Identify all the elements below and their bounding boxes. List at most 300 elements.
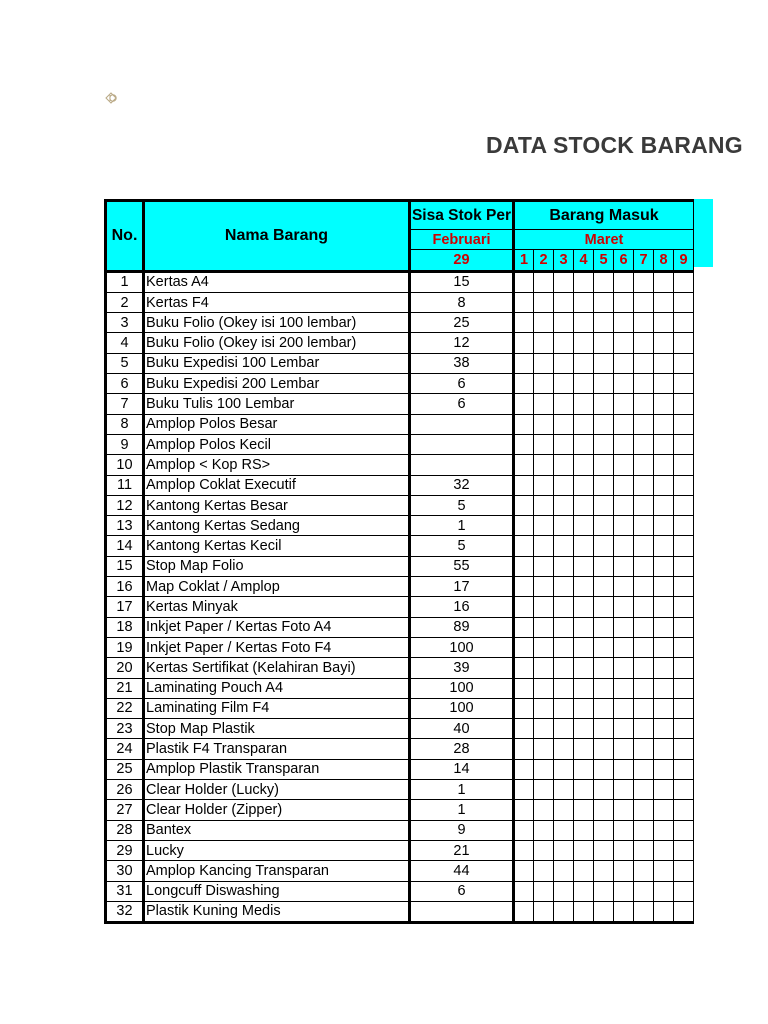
table-row [106,800,694,820]
day-cell [574,353,594,373]
day-cell [654,861,674,881]
table-row [106,780,694,800]
day-cell [614,617,634,637]
day-cell [514,698,534,718]
header-masuk-month: Maret [514,230,694,250]
table-row [106,536,694,556]
day-cell [514,394,534,414]
day-cell [614,820,634,840]
stock-quantity [410,414,514,434]
day-cell [614,678,634,698]
header-sisa-month: Februari [410,230,514,250]
day-cell [514,292,534,312]
day-cell [574,901,594,922]
item-name: Kertas Sertifikat (Kelahiran Bayi) [144,658,410,678]
row-number: 12 [106,495,144,515]
row-number: 9 [106,434,144,454]
day-cell [594,597,614,617]
day-cell [634,394,654,414]
day-cell [594,394,614,414]
day-cell [654,678,674,698]
day-cell [574,292,594,312]
day-cell [574,434,594,454]
stock-quantity: 100 [410,678,514,698]
day-cell [534,739,554,759]
day-cell [574,678,594,698]
day-cell [594,780,614,800]
day-cell [674,800,694,820]
item-name: Amplop Plastik Transparan [144,759,410,779]
item-name: Inkjet Paper / Kertas Foto F4 [144,637,410,657]
day-cell [554,800,574,820]
row-number: 17 [106,597,144,617]
day-cell [574,800,594,820]
row-number: 4 [106,333,144,353]
day-cell [534,313,554,333]
day-cell [654,434,674,454]
row-number: 28 [106,820,144,840]
day-cell [594,881,614,901]
stock-quantity: 1 [410,800,514,820]
day-cell [634,475,654,495]
row-number: 25 [106,759,144,779]
day-cell [574,556,594,576]
row-number: 5 [106,353,144,373]
table-row [106,434,694,454]
day-cell [634,292,654,312]
table-row [106,637,694,657]
day-cell [534,475,554,495]
day-cell [674,313,694,333]
day-cell [554,455,574,475]
day-cell [634,353,654,373]
day-cell [514,516,534,536]
item-name: Buku Tulis 100 Lembar [144,394,410,414]
day-cell [514,374,534,394]
header-nama-barang: Nama Barang [144,201,410,272]
day-cell [594,374,614,394]
day-cell [574,637,594,657]
day-cell [654,536,674,556]
item-name: Lucky [144,840,410,860]
stock-quantity: 100 [410,698,514,718]
day-cell [534,881,554,901]
day-cell [614,455,634,475]
row-number: 18 [106,617,144,637]
day-cell [634,414,654,434]
day-cell [514,597,534,617]
item-name: Kantong Kertas Besar [144,495,410,515]
day-cell [514,820,534,840]
row-number: 13 [106,516,144,536]
day-cell [654,333,674,353]
header-fill-overflow [693,199,713,267]
day-cell [594,800,614,820]
day-cell [594,759,614,779]
day-cell [514,840,534,860]
day-cell [674,516,694,536]
day-cell [554,698,574,718]
day-cell [594,516,614,536]
day-cell [654,516,674,536]
day-cell [514,333,534,353]
table-row [106,840,694,860]
day-cell [634,577,654,597]
table-row [106,719,694,739]
day-cell [634,637,654,657]
day-cell [614,800,634,820]
item-name: Buku Folio (Okey isi 100 lembar) [144,313,410,333]
header-day-6: 6 [614,250,634,271]
row-number: 22 [106,698,144,718]
day-cell [534,374,554,394]
header-day-1: 1 [514,250,534,271]
stock-quantity: 12 [410,333,514,353]
day-cell [614,861,634,881]
day-cell [574,840,594,860]
row-number: 23 [106,719,144,739]
item-name: Inkjet Paper / Kertas Foto A4 [144,617,410,637]
day-cell [554,475,574,495]
day-cell [614,394,634,414]
day-cell [554,414,574,434]
day-cell [634,698,654,718]
day-cell [634,881,654,901]
day-cell [514,861,534,881]
day-cell [534,617,554,637]
day-cell [554,313,574,333]
day-cell [594,556,614,576]
day-cell [514,577,534,597]
day-cell [594,678,614,698]
day-cell [554,292,574,312]
stock-quantity: 89 [410,617,514,637]
day-cell [654,840,674,860]
day-cell [674,861,694,881]
table-row [106,678,694,698]
day-cell [574,495,594,515]
day-cell [654,881,674,901]
stock-quantity: 17 [410,577,514,597]
stock-quantity: 1 [410,780,514,800]
table-row [106,698,694,718]
day-cell [614,374,634,394]
table-row [106,414,694,434]
day-cell [614,698,634,718]
day-cell [574,861,594,881]
day-cell [614,536,634,556]
day-cell [574,394,594,414]
day-cell [614,271,634,292]
stock-quantity [410,434,514,454]
item-name: Buku Expedisi 100 Lembar [144,353,410,373]
day-cell [514,495,534,515]
day-cell [654,759,674,779]
stock-quantity: 9 [410,820,514,840]
day-cell [614,475,634,495]
day-cell [534,840,554,860]
day-cell [674,739,694,759]
day-cell [614,414,634,434]
day-cell [654,313,674,333]
header-day-4: 4 [574,250,594,271]
day-cell [674,394,694,414]
row-number: 19 [106,637,144,657]
day-cell [634,617,654,637]
day-cell [574,820,594,840]
day-cell [614,637,634,657]
day-cell [594,719,614,739]
day-cell [654,271,674,292]
day-cell [514,475,534,495]
item-name: Kertas Minyak [144,597,410,617]
day-cell [654,780,674,800]
day-cell [594,333,614,353]
stock-quantity: 14 [410,759,514,779]
day-cell [674,333,694,353]
day-cell [514,536,534,556]
day-cell [674,658,694,678]
day-cell [674,536,694,556]
day-cell [674,455,694,475]
table-row [106,313,694,333]
day-cell [634,820,654,840]
row-number: 31 [106,881,144,901]
day-cell [654,455,674,475]
day-cell [654,374,674,394]
day-cell [514,617,534,637]
day-cell [594,271,614,292]
day-cell [574,658,594,678]
table-row [106,394,694,414]
stock-quantity: 16 [410,597,514,617]
day-cell [594,313,614,333]
table-row [106,516,694,536]
day-cell [594,434,614,454]
day-cell [674,292,694,312]
day-cell [554,495,574,515]
day-cell [514,658,534,678]
table-row [106,455,694,475]
day-cell [674,414,694,434]
day-cell [654,637,674,657]
row-number: 6 [106,374,144,394]
day-cell [534,434,554,454]
day-cell [654,739,674,759]
stock-quantity: 8 [410,292,514,312]
day-cell [554,617,574,637]
day-cell [674,901,694,922]
item-name: Map Coklat / Amplop [144,577,410,597]
day-cell [574,577,594,597]
stock-quantity: 21 [410,840,514,860]
day-cell [594,698,614,718]
day-cell [614,434,634,454]
day-cell [514,434,534,454]
day-cell [594,840,614,860]
row-number: 30 [106,861,144,881]
header-barang-masuk: Barang Masuk [514,201,694,230]
row-number: 15 [106,556,144,576]
day-cell [654,800,674,820]
header-day-5: 5 [594,250,614,271]
day-cell [594,901,614,922]
day-cell [654,556,674,576]
item-name: Amplop Kancing Transparan [144,861,410,881]
header-day-7: 7 [634,250,654,271]
stock-quantity: 55 [410,556,514,576]
day-cell [594,658,614,678]
day-cell [574,516,594,536]
day-cell [554,881,574,901]
item-name: Buku Folio (Okey isi 200 lembar) [144,333,410,353]
header-sisa-day: 29 [410,250,514,271]
item-name: Amplop Coklat Executif [144,475,410,495]
stock-quantity: 6 [410,394,514,414]
day-cell [594,495,614,515]
day-cell [574,597,594,617]
day-cell [574,698,594,718]
day-cell [654,353,674,373]
day-cell [634,313,654,333]
day-cell [534,698,554,718]
day-cell [654,577,674,597]
stock-quantity [410,901,514,922]
day-cell [534,292,554,312]
day-cell [554,353,574,373]
day-cell [514,800,534,820]
header-day-2: 2 [534,250,554,271]
header-sisa-stok: Sisa Stok Per [410,201,514,230]
day-cell [614,658,634,678]
table-row [106,475,694,495]
day-cell [534,759,554,779]
day-cell [674,719,694,739]
day-cell [554,333,574,353]
stock-table [104,199,694,924]
day-cell [634,374,654,394]
table-row [106,617,694,637]
day-cell [554,516,574,536]
day-cell [574,455,594,475]
day-cell [534,597,554,617]
day-cell [614,901,634,922]
header-day-9: 9 [674,250,694,271]
table-row [106,658,694,678]
row-number: 26 [106,780,144,800]
day-cell [554,556,574,576]
item-name: Stop Map Folio [144,556,410,576]
day-cell [674,597,694,617]
day-cell [574,719,594,739]
item-name: Plastik Kuning Medis [144,901,410,922]
stock-quantity: 44 [410,861,514,881]
stock-quantity: 6 [410,374,514,394]
table-row [106,374,694,394]
table-row [106,881,694,901]
day-cell [594,820,614,840]
day-cell [674,495,694,515]
day-cell [514,556,534,576]
day-cell [574,536,594,556]
stock-quantity [410,455,514,475]
table-row [106,556,694,576]
day-cell [674,556,694,576]
day-cell [674,353,694,373]
day-cell [554,536,574,556]
day-cell [594,475,614,495]
day-cell [554,719,574,739]
day-cell [514,719,534,739]
day-cell [654,901,674,922]
day-cell [614,353,634,373]
row-number: 24 [106,739,144,759]
row-number: 11 [106,475,144,495]
day-cell [634,333,654,353]
day-cell [654,719,674,739]
table-row [106,292,694,312]
stock-quantity: 39 [410,658,514,678]
row-number: 10 [106,455,144,475]
day-cell [594,637,614,657]
row-number: 14 [106,536,144,556]
day-cell [634,800,654,820]
day-cell [614,495,634,515]
day-cell [614,577,634,597]
day-cell [614,719,634,739]
day-cell [554,658,574,678]
day-cell [514,313,534,333]
day-cell [594,617,614,637]
item-name: Buku Expedisi 200 Lembar [144,374,410,394]
item-name: Clear Holder (Lucky) [144,780,410,800]
day-cell [614,780,634,800]
day-cell [654,597,674,617]
day-cell [594,577,614,597]
day-cell [614,556,634,576]
day-cell [534,556,554,576]
item-name: Longcuff Diswashing [144,881,410,901]
row-number: 8 [106,414,144,434]
row-number: 16 [106,577,144,597]
day-cell [594,861,614,881]
day-cell [554,678,574,698]
day-cell [554,374,574,394]
day-cell [674,840,694,860]
day-cell [514,901,534,922]
stock-quantity: 100 [410,637,514,657]
day-cell [574,617,594,637]
item-name: Amplop < Kop RS> [144,455,410,475]
day-cell [574,313,594,333]
stock-quantity: 40 [410,719,514,739]
row-number: 1 [106,271,144,292]
header-day-8: 8 [654,250,674,271]
day-cell [674,678,694,698]
day-cell [614,292,634,312]
hospital-logo-icon [102,88,150,108]
table-row [106,861,694,881]
stock-quantity: 28 [410,739,514,759]
day-cell [654,495,674,515]
table-row [106,739,694,759]
day-cell [634,861,654,881]
day-cell [614,739,634,759]
day-cell [514,637,534,657]
day-cell [534,271,554,292]
day-cell [594,455,614,475]
day-cell [574,739,594,759]
